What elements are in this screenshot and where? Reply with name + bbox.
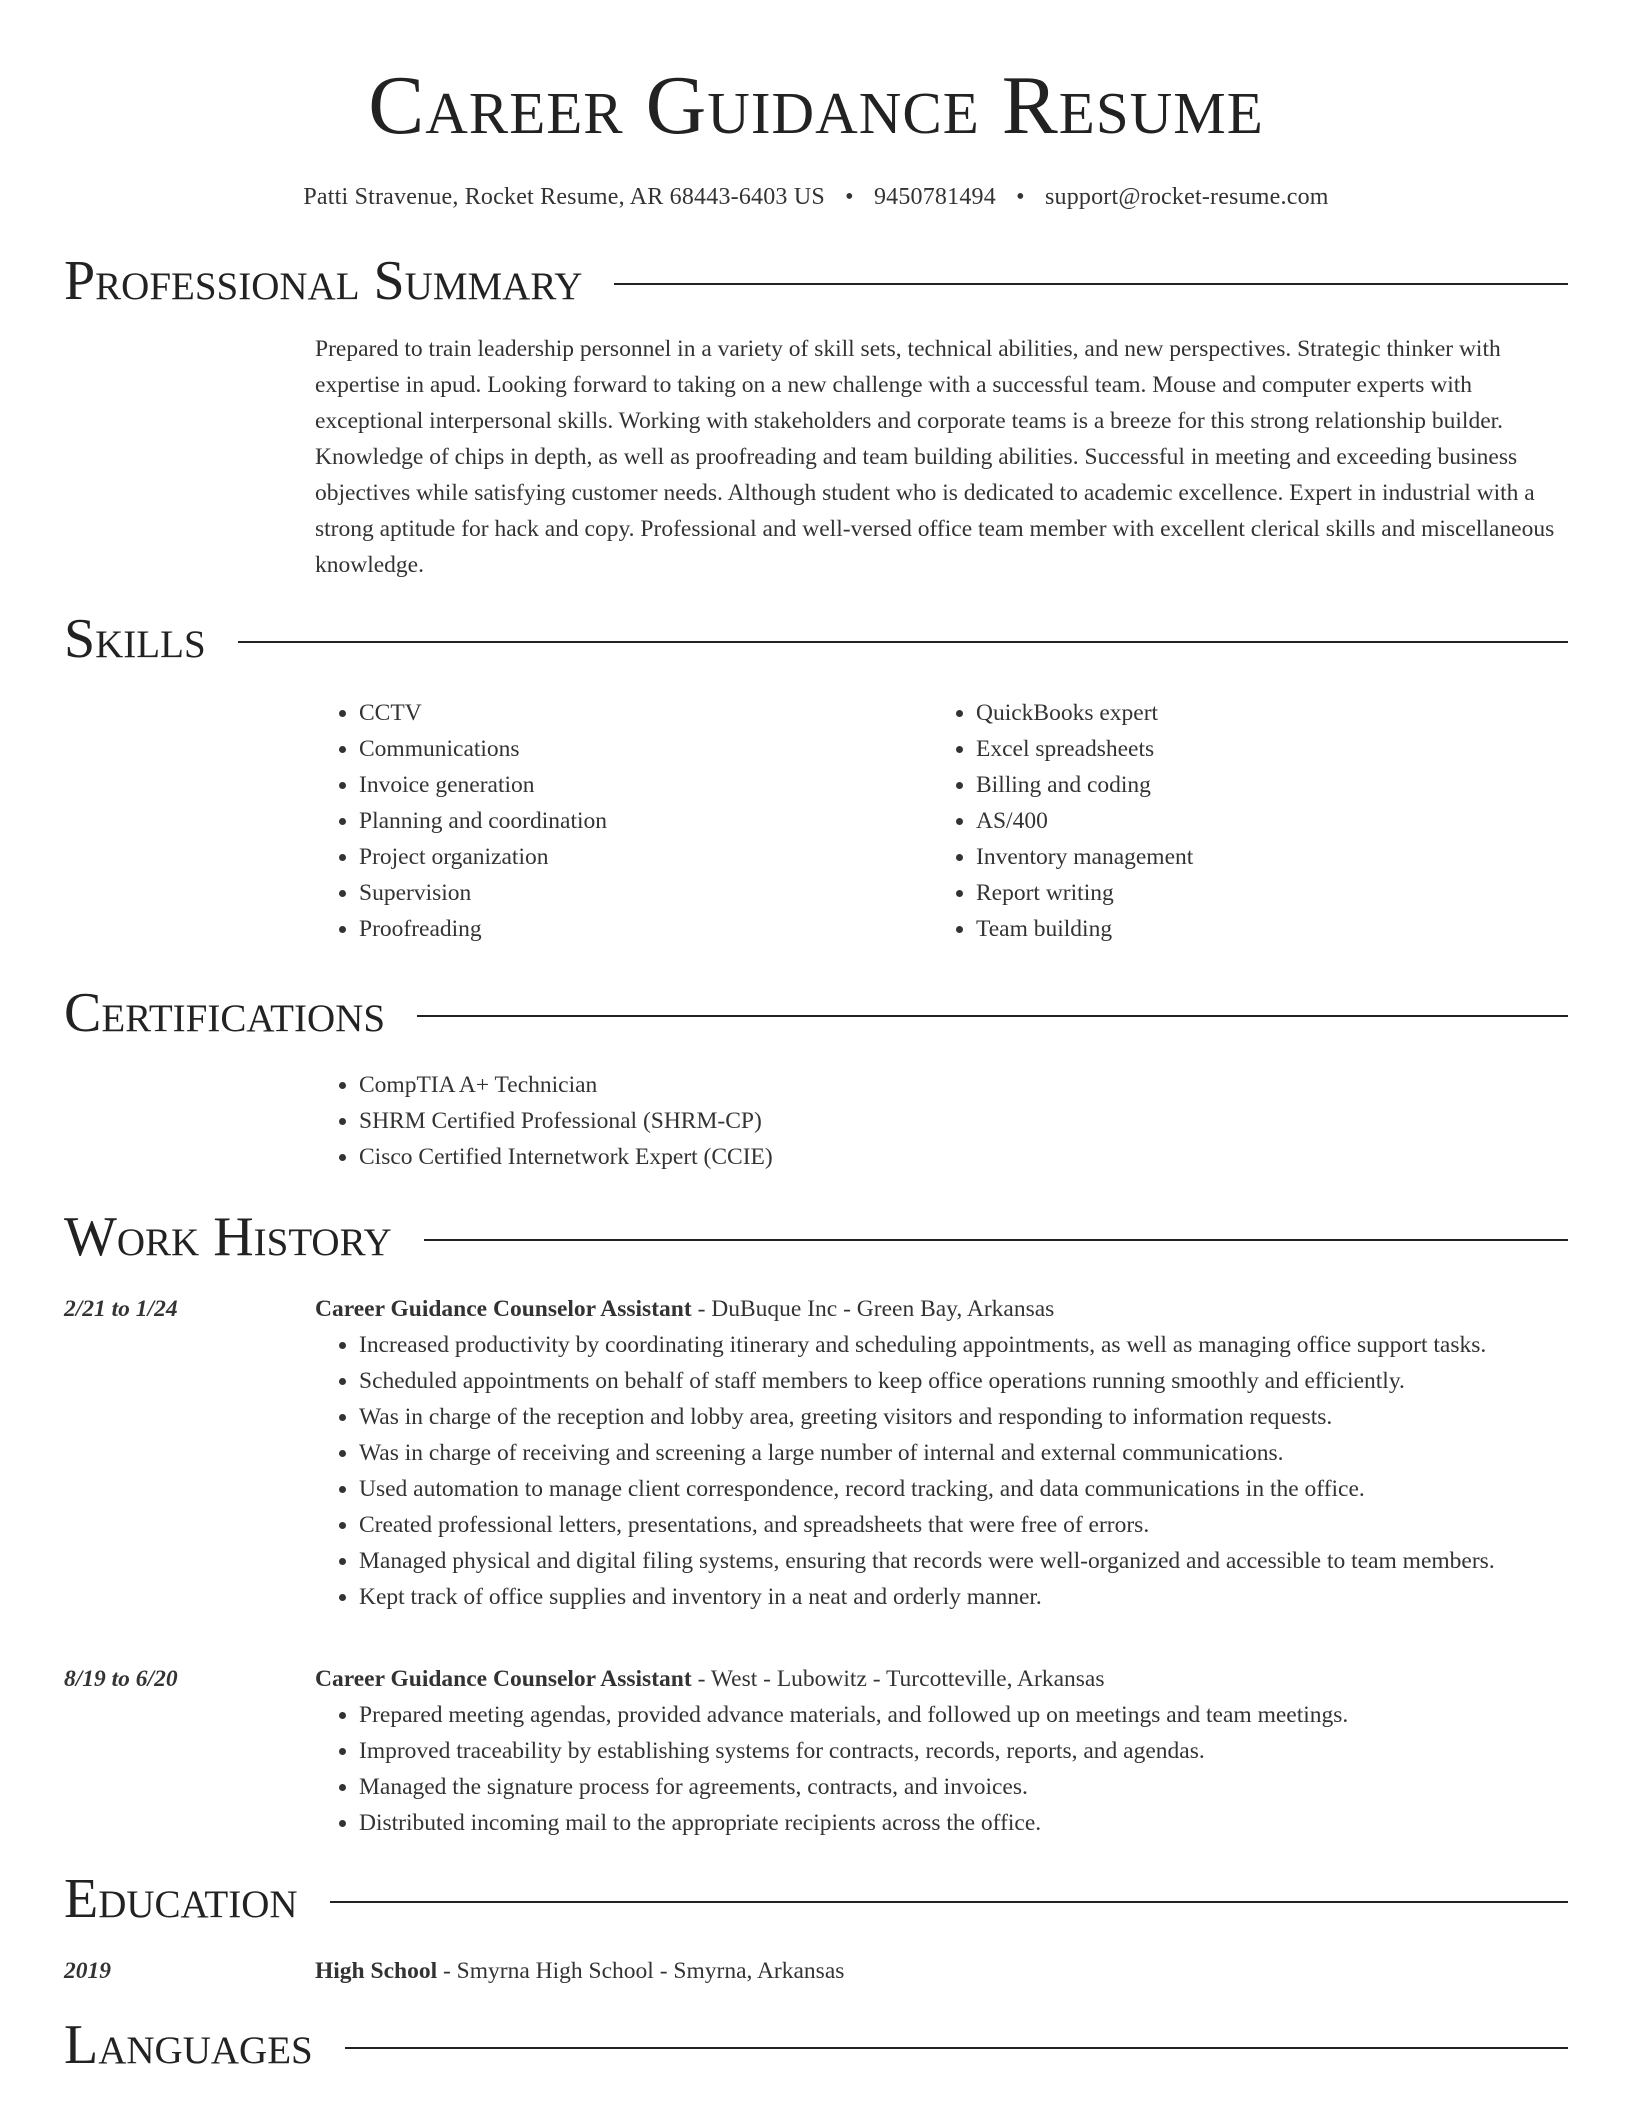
job-bullets [315, 1697, 1568, 1841]
education-degree: High School [315, 1958, 438, 1984]
skill-item: • Billing and coding [976, 767, 1549, 803]
job-heading [315, 1291, 1568, 1327]
section-divider [238, 641, 1568, 643]
contact-email: support@rocket-resume.com [1044, 184, 1329, 210]
education-entry [64, 1953, 1568, 1989]
section-title: Skills [64, 608, 206, 670]
job-bullet: • Improved traceability by establishing systems for contracts, records, reports, and agendas. [359, 1733, 1568, 1769]
job-bullet: • Managed the signature process for agreements, contracts, and invoices. [359, 1769, 1568, 1805]
skill-item: • AS/400 [976, 803, 1549, 839]
skill-item: • Team building [976, 911, 1549, 947]
contact-address: Patti Stravenue, Rocket Resume, AR 68443-6403 US [303, 184, 825, 210]
skill-item: • QuickBooks expert [976, 695, 1549, 731]
skills-column-right [932, 695, 1549, 947]
job-bullets [315, 1327, 1568, 1615]
education-content [315, 1953, 1568, 1989]
education-year: 2019 [64, 1958, 111, 1984]
job-bullet: • Distributed incoming mail to the appropriate recipients across the office. [359, 1805, 1568, 1841]
section-title: Education [64, 1868, 298, 1930]
skills-list-left [315, 695, 932, 947]
job-entry [64, 1661, 1568, 1841]
skill-item: • Proofreading [359, 911, 932, 947]
skills-list-right [932, 695, 1549, 947]
job-heading [315, 1661, 1568, 1697]
section-header-education [64, 1868, 1568, 1930]
section-header-skills [64, 608, 1568, 670]
section-title: Languages [64, 2014, 313, 2076]
skill-item: • Planning and coordination [359, 803, 932, 839]
section-title: Work History [64, 1206, 392, 1268]
job-bullet: • Created professional letters, presentations, and spreadsheets that were free of errors. [359, 1507, 1568, 1543]
job-bullet: • Prepared meeting agendas, provided advance materials, and followed up on meetings and team meetings. [359, 1697, 1568, 1733]
skills-section [315, 695, 1568, 947]
job-content [315, 1661, 1568, 1841]
skill-item: • Excel spreadsheets [976, 731, 1549, 767]
skills-column-left [315, 695, 932, 947]
certifications-section [315, 1067, 1568, 1175]
job-bullet: • Increased productivity by coordinating itinerary and scheduling appointments, as well as managing office support tasks. [359, 1327, 1568, 1363]
summary-section [315, 331, 1568, 583]
education-school-location: - Smyrna High School - Smyrna, Arkansas [437, 1958, 845, 1984]
skill-item: • Project organization [359, 839, 932, 875]
certifications-list [315, 1067, 1568, 1175]
job-bullet: • Was in charge of receiving and screening a large number of internal and external communications. [359, 1435, 1568, 1471]
job-bullet: • Used automation to manage client correspondence, record tracking, and data communications in the office. [359, 1471, 1568, 1507]
skills-grid [315, 695, 1568, 947]
skill-item: • Inventory management [976, 839, 1549, 875]
contact-separator: • [1016, 184, 1025, 210]
job-bullet: • Was in charge of the reception and lobby area, greeting visitors and responding to information requests. [359, 1399, 1568, 1435]
skill-item: • Communications [359, 731, 932, 767]
section-divider [345, 2047, 1568, 2049]
contact-line [64, 184, 1568, 211]
section-header-summary [64, 250, 1568, 312]
skill-item: • CCTV [359, 695, 932, 731]
summary-text: Prepared to train leadership personnel in a variety of skill sets, technical abilities, and new perspectives. Strategic thinker with expertise in apud. Looking forward to taking on a new challenge with a successful team. Mouse and computer experts with exceptional interpersonal skills. Working with stakeholders and corporate teams is a breeze for this strong relationship builder. Knowledge of chips in depth, as well as proofreading and team building abilities. Successful in meeting and exceeding business objectives while satisfying customer needs. Although student who is dedicated to academic excellence. Expert in industrial with a strong aptitude for hack and copy. Professional and well-versed office team member with excellent clerical skills and miscellaneous knowledge. [315, 336, 1555, 578]
job-date: 8/19 to 6/20 [64, 1666, 178, 1692]
job-entry [64, 1291, 1568, 1615]
contact-separator: • [845, 184, 854, 210]
section-divider [614, 283, 1568, 285]
section-divider [330, 1901, 1568, 1903]
section-header-certifications [64, 982, 1568, 1044]
section-header-work-history [64, 1206, 1568, 1268]
skill-item: • Invoice generation [359, 767, 932, 803]
section-divider [417, 1015, 1568, 1017]
contact-phone: 9450781494 [873, 184, 996, 210]
job-company-location: - West - Lubowitz - Turcotteville, Arkansas [691, 1666, 1105, 1692]
skill-item: • Supervision [359, 875, 932, 911]
certification-item: • Cisco Certified Internetwork Expert (CCIE) [359, 1139, 1568, 1175]
job-bullet: • Managed physical and digital filing systems, ensuring that records were well-organized and accessible to team members. [359, 1543, 1568, 1579]
job-title: Career Guidance Counselor Assistant [315, 1666, 692, 1692]
section-divider [424, 1239, 1568, 1241]
resume-title: Career Guidance Resume [368, 59, 1264, 152]
job-bullet: • Scheduled appointments on behalf of staff members to keep office operations running smoothly and efficiently. [359, 1363, 1568, 1399]
section-title: Certifications [64, 982, 386, 1044]
job-company-location: - DuBuque Inc - Green Bay, Arkansas [691, 1296, 1055, 1322]
job-date: 2/21 to 1/24 [64, 1296, 178, 1322]
job-title: Career Guidance Counselor Assistant [315, 1296, 692, 1322]
job-content [315, 1291, 1568, 1615]
skill-item: • Report writing [976, 875, 1549, 911]
certification-item: • SHRM Certified Professional (SHRM-CP) [359, 1103, 1568, 1139]
resume-page [64, 0, 1568, 2076]
job-bullet: • Kept track of office supplies and inventory in a neat and orderly manner. [359, 1579, 1568, 1615]
certification-item: • CompTIA A+ Technician [359, 1067, 1568, 1103]
section-header-languages [64, 2014, 1568, 2076]
section-title: Professional Summary [64, 250, 583, 312]
